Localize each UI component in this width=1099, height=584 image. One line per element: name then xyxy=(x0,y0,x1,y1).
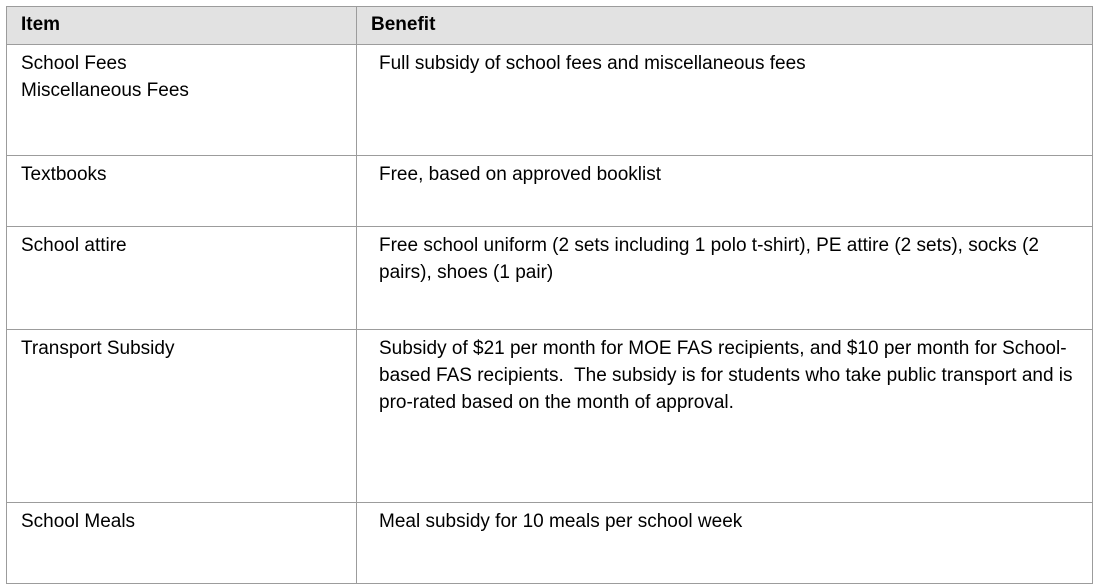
cell-text-line: Free school uniform (2 sets including 1 polo t-shirt), PE attire (2 sets), socks (2 pairs), shoes (1 pair) xyxy=(379,234,1045,283)
cell-benefit xyxy=(357,226,1093,329)
cell-text-line: Subsidy of $21 per month for MOE FAS recipients, and $10 per month for School-based FAS recipients. The subsidy is for students who take public transport and is pro-rated based on the month of approval. xyxy=(379,337,1078,413)
cell-item xyxy=(7,226,357,329)
cell-text-line: Miscellaneous Fees xyxy=(21,79,189,101)
cell-text-line: Transport Subsidy xyxy=(21,337,175,359)
cell-benefit xyxy=(357,155,1093,226)
cell-text-line: Textbooks xyxy=(21,163,107,185)
cell-benefit xyxy=(357,44,1093,155)
cell-text-line: Meal subsidy for 10 meals per school week xyxy=(379,510,743,532)
table-body xyxy=(7,44,1093,583)
cell-item xyxy=(7,44,357,155)
column-header-item: Item xyxy=(7,7,357,45)
cell-item xyxy=(7,155,357,226)
column-header-benefit: Benefit xyxy=(357,7,1093,45)
cell-item xyxy=(7,502,357,583)
table-header xyxy=(7,7,1093,45)
cell-item xyxy=(7,329,357,502)
cell-text-line: School Meals xyxy=(21,510,136,532)
cell-benefit xyxy=(357,329,1093,502)
table-row xyxy=(7,44,1093,155)
cell-text-line: Free, based on approved booklist xyxy=(379,163,662,185)
cell-text-line: Full subsidy of school fees and miscellaneous fees xyxy=(379,52,806,74)
cell-text-line: School attire xyxy=(21,234,127,256)
cell-benefit xyxy=(357,502,1093,583)
table-row xyxy=(7,502,1093,583)
benefits-table xyxy=(6,6,1093,584)
cell-text-line: School Fees xyxy=(21,52,127,74)
table-row xyxy=(7,226,1093,329)
table-row xyxy=(7,155,1093,226)
table-header-row xyxy=(7,7,1093,45)
table-row xyxy=(7,329,1093,502)
